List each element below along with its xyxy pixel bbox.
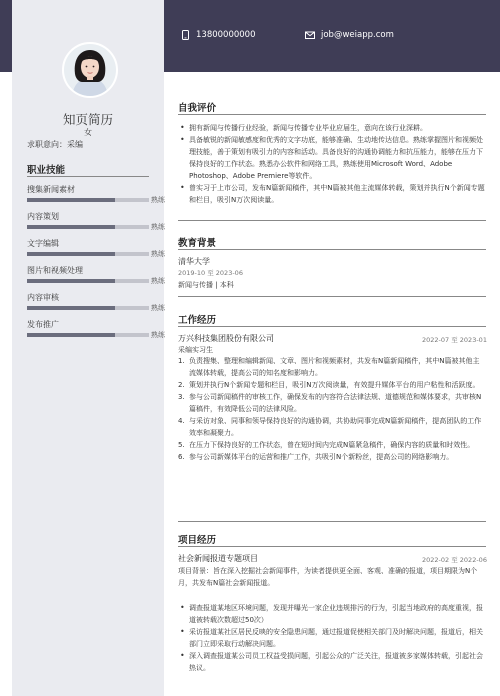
skill-bar-fill: [27, 306, 115, 310]
sidebar: [12, 0, 164, 696]
skill-level: 熟练: [151, 196, 165, 204]
work-role: 采编实习生: [178, 346, 213, 354]
work-duty: [178, 439, 484, 451]
work-duty: [178, 355, 484, 379]
work-duty: [178, 391, 484, 415]
work-duty: [178, 451, 484, 463]
work-heading: 工作经历: [178, 315, 217, 326]
work-duties-list: [178, 355, 484, 463]
section-divider: [178, 521, 486, 522]
skill-bar-fill: [27, 333, 115, 337]
skill-item: [27, 184, 167, 212]
skill-name: 图片和视频处理: [27, 266, 83, 275]
skill-item: [27, 319, 167, 347]
project-list: [178, 602, 488, 674]
work-duty: [178, 415, 484, 439]
skill-item: [27, 292, 167, 320]
skill-level: 熟练: [151, 250, 165, 258]
skill-bar-fill: [27, 279, 115, 283]
skill-name: 搜集新闻素材: [27, 185, 75, 194]
project-background: 项目背景：旨在深入挖掘社会新闻事件，为读者提供更全面、客观、准确的报道，项目期限为N个月，共发布N篇社会新闻报道。: [178, 567, 478, 587]
evaluation-divider: [178, 114, 486, 115]
skill-item: [27, 265, 167, 293]
job-intent: 求职意向：采编: [27, 140, 83, 149]
duty-number: 2.: [178, 381, 185, 389]
duty-number: 1.: [178, 357, 185, 365]
duty-text: 与采访对象、同事和领导保持良好的沟通协调，共协助同事完成N篇新闻稿件，提高团队的工作效率和凝聚力。: [189, 417, 482, 437]
evaluation-item: • 具备敏锐的新闻敏感度和优秀的文字功底，能够准确、生动地传达信息。熟练掌握图片和视频处理技能，善于策划有吸引力的内容和活动。具备良好的沟通协调能力和抗压能力，能够在压力下保持良好的工作状态。熟悉办公软件和网络工具，熟练使用Microsoft Word、Adobe Photoshop、Adobe Premiere等软件。: [178, 134, 488, 182]
duty-text: 在压力下保持良好的工作状态，曾在短时间内完成N篇紧急稿件，确保内容的质量和时效性。: [189, 441, 475, 449]
duty-text: 策划并执行N个新闻专题和栏目，吸引N万次阅读量，有效提升媒体平台的用户粘性和活跃度。: [189, 381, 480, 389]
education-major: 新闻与传播 | 本科: [178, 281, 234, 289]
skill-bar: [27, 198, 149, 202]
education-divider: [178, 249, 486, 250]
skill-level: 熟练: [151, 223, 165, 231]
skill-bar: [27, 252, 149, 256]
duty-text: 负责搜集、整理和编辑新闻、文章、图片和视频素材，共发布N篇新闻稿件，其中N篇被其他主流媒体转载，提高公司的知名度和影响力。: [189, 357, 480, 377]
candidate-name: 知页简历: [62, 112, 113, 127]
project-date: 2022-02 至 2022-06: [422, 556, 487, 564]
skill-name: 发布推广: [27, 320, 59, 329]
skill-bar: [27, 333, 149, 337]
skill-level: 熟练: [151, 304, 165, 312]
project-heading: 项目经历: [178, 535, 217, 546]
duty-number: 3.: [178, 393, 185, 401]
project-item: • 调查报道某地区环境问题，发现并曝光一家企业违规排污的行为，引起当地政府的高度重视，报道被转载次数超过50次）: [178, 602, 488, 626]
skills-heading: 职业技能: [27, 165, 66, 176]
phone-number: 13800000000: [196, 30, 256, 40]
skills-divider: [27, 176, 149, 177]
evaluation-item: • 曾实习于上市公司，发布N篇新闻稿件，其中N篇被其他主流媒体转载，策划并执行N个新闻专题和栏目，吸引N万次阅读量。: [178, 182, 488, 206]
phone-icon: [181, 30, 190, 40]
skill-bar-fill: [27, 198, 115, 202]
candidate-gender: 女: [84, 128, 92, 137]
evaluation-item: • 拥有新闻与传播行业经验，新闻与传播专业毕业应届生，意向在该行业深耕。: [178, 122, 488, 134]
contact-phone: [181, 30, 256, 40]
contact-email: [305, 30, 394, 40]
skill-level: 熟练: [151, 331, 165, 339]
avatar: [62, 42, 118, 98]
work-date: 2022-07 至 2023-01: [422, 336, 487, 344]
skill-name: 文字编辑: [27, 239, 59, 248]
section-divider: [178, 296, 486, 297]
skill-name: 内容策划: [27, 212, 59, 221]
skill-name: 内容审核: [27, 293, 59, 302]
work-company: 万兴科技集团股份有限公司: [178, 334, 274, 343]
duty-number: 6.: [178, 453, 185, 461]
skill-item: [27, 238, 167, 266]
education-school: 清华大学: [178, 257, 210, 266]
skill-item: [27, 211, 167, 239]
project-item: • 深入调查报道某公司员工权益受损问题，引起公众的广泛关注，报道被多家媒体转载，引起社会热议。: [178, 650, 488, 674]
portrait-image: [64, 44, 116, 96]
skill-level: 熟练: [151, 277, 165, 285]
education-heading: 教育背景: [178, 238, 217, 249]
mail-icon: [305, 30, 315, 40]
evaluation-list: [178, 122, 488, 206]
duty-number: 4.: [178, 417, 185, 425]
skill-bar: [27, 279, 149, 283]
evaluation-heading: 自我评价: [178, 103, 217, 114]
work-duty: [178, 379, 484, 391]
skill-bar: [27, 225, 149, 229]
skill-bar-fill: [27, 252, 115, 256]
duty-number: 5.: [178, 441, 185, 449]
project-name: 社会新闻报道专题项目: [178, 554, 258, 563]
email-address: job@weiapp.com: [321, 30, 394, 40]
section-divider: [178, 220, 486, 221]
duty-text: 参与公司新闻稿件的审核工作，确保发布的内容符合法律法规、道德规范和媒体要求，共审核N篇稿件，有效降低公司的法律风险。: [189, 393, 482, 413]
work-divider: [178, 326, 486, 327]
project-divider: [178, 546, 486, 547]
skill-bar-fill: [27, 225, 115, 229]
education-date: 2019-10 至 2023-06: [178, 269, 243, 277]
duty-text: 参与公司新媒体平台的运营和推广工作，共吸引N个新粉丝，提高公司的网络影响力。: [189, 453, 454, 461]
project-item: • 采访报道某社区居民反映的安全隐患问题，通过报道促使相关部门及时解决问题，报道后，相关部门立即采取行动解决问题。: [178, 626, 488, 650]
skill-bar: [27, 306, 149, 310]
